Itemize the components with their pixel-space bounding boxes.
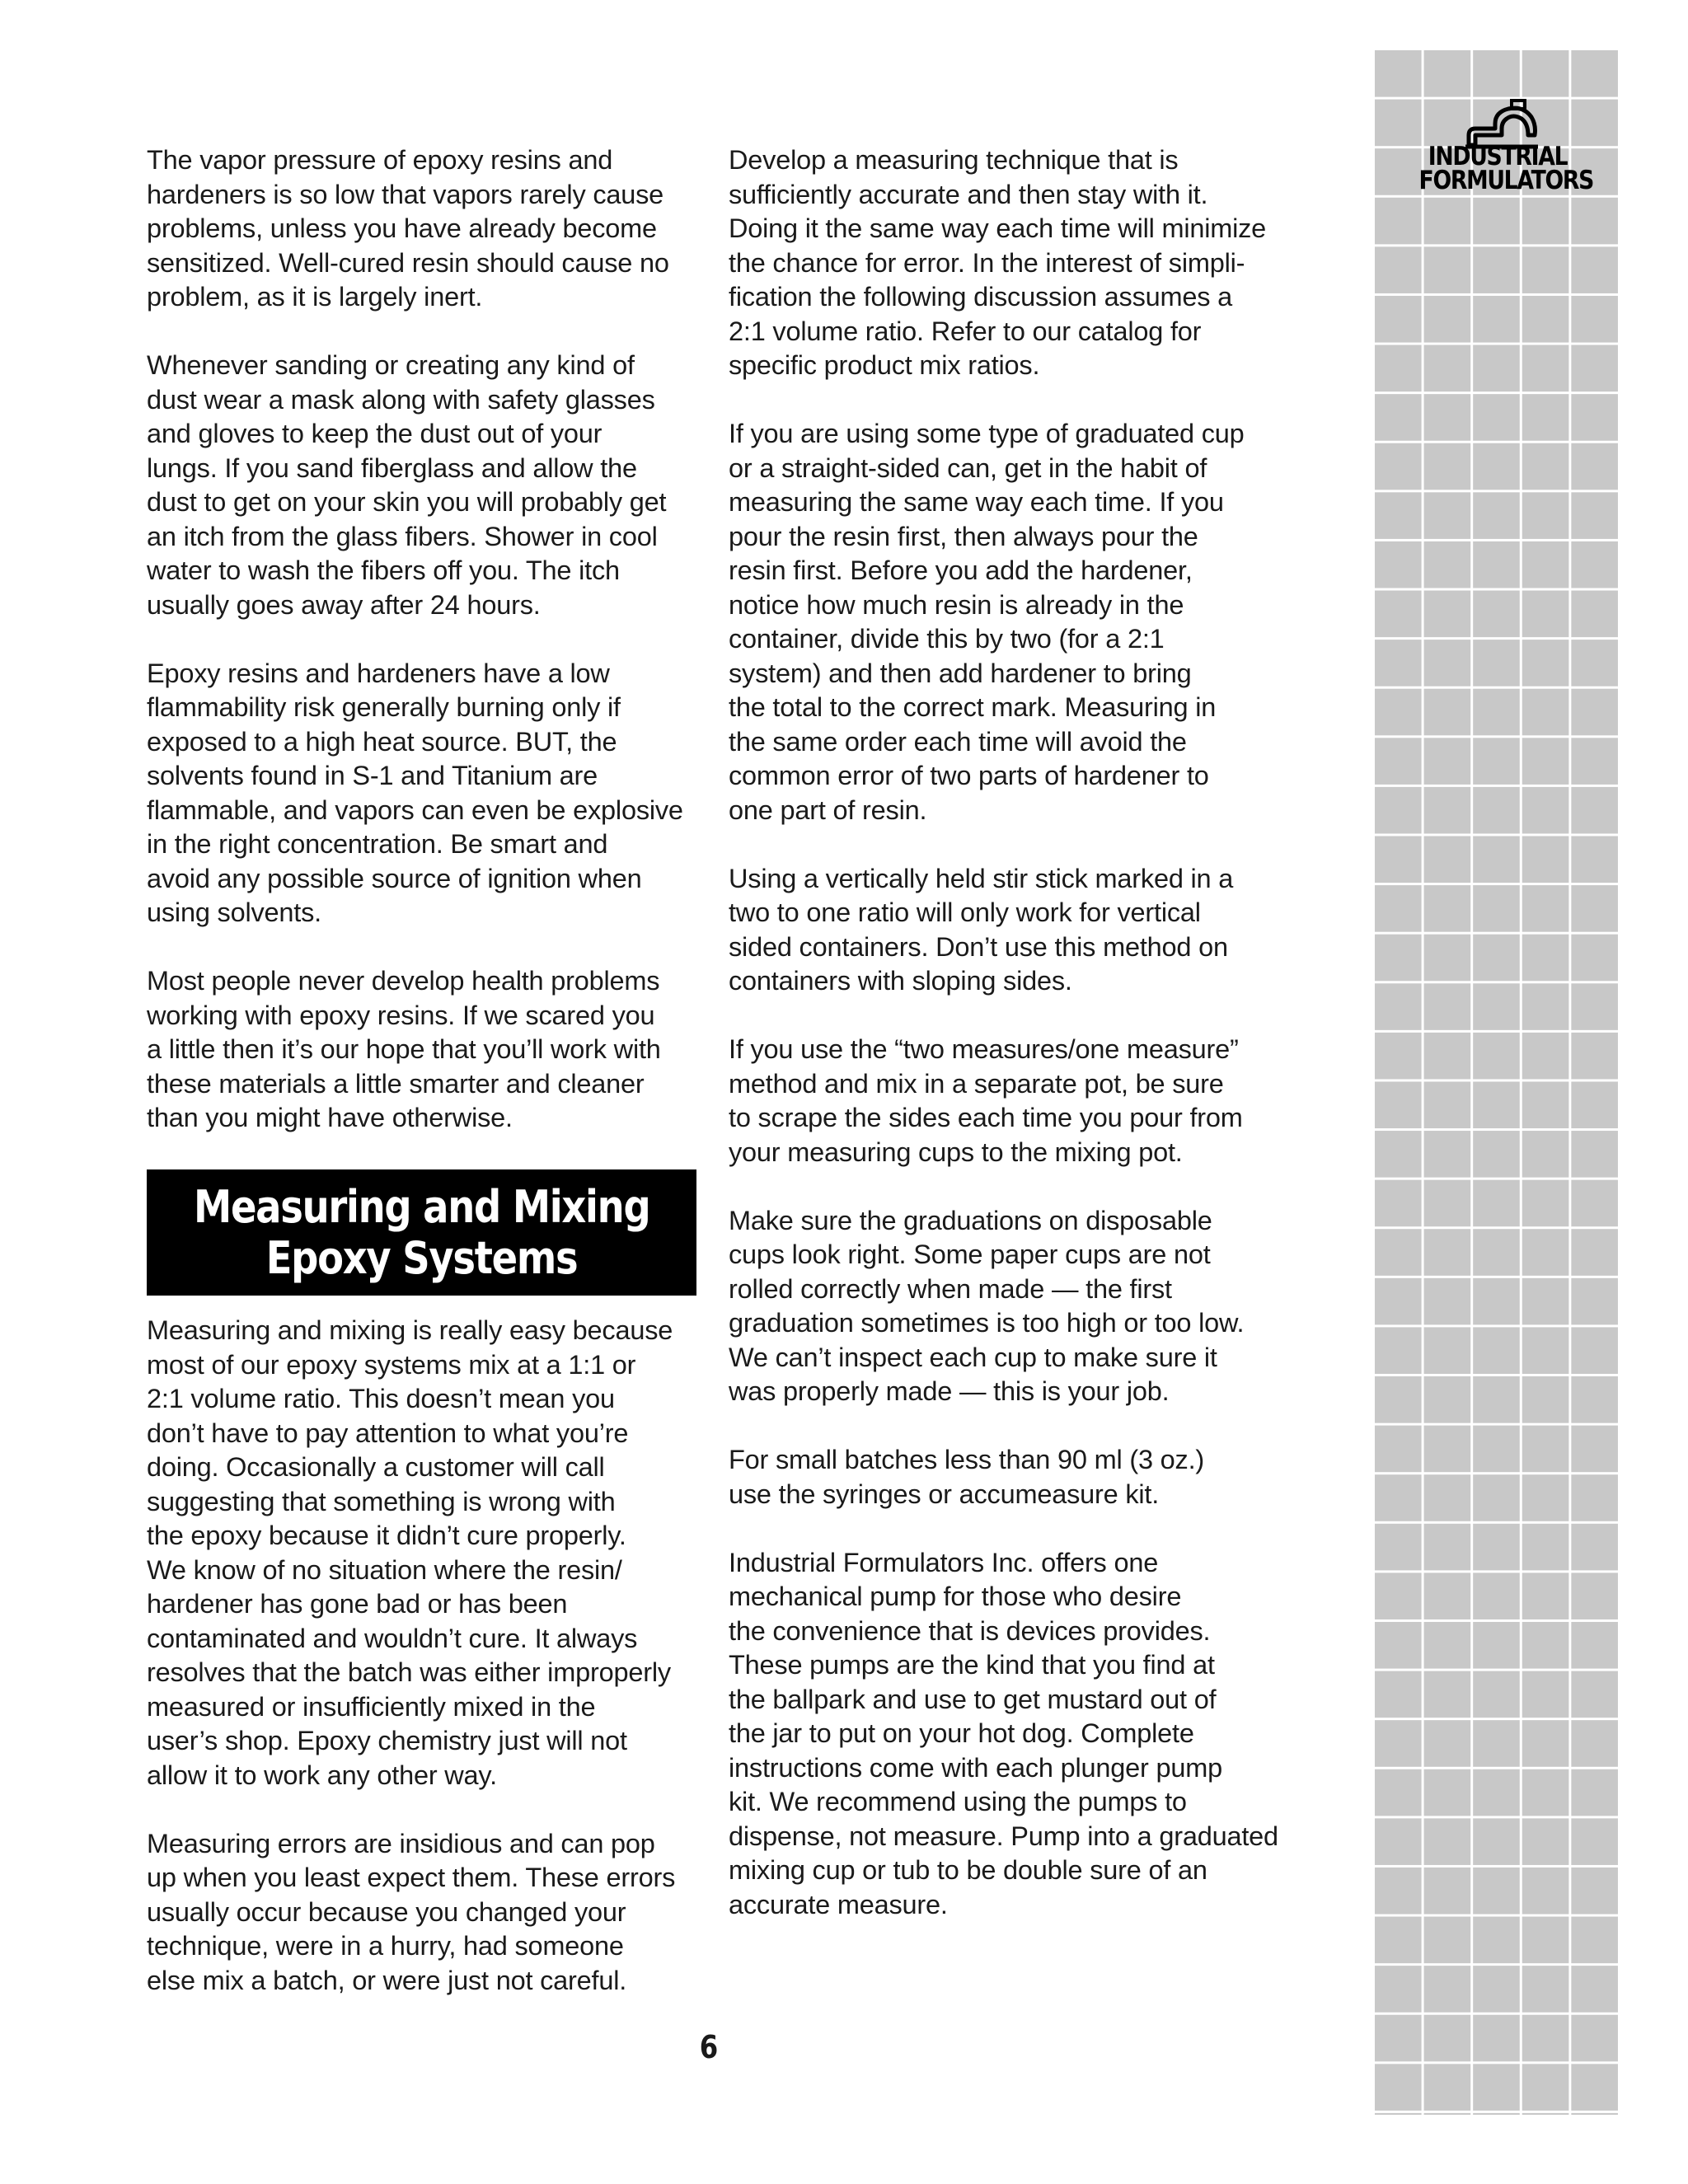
section-heading-line-1: Measuring and Mixing	[193, 1180, 650, 1233]
right-column	[729, 143, 1289, 1957]
text-line: user’s shop. Epoxy chemistry just will not	[147, 1726, 627, 1755]
text-line: fication the following discussion assumes a	[729, 282, 1233, 312]
paragraph	[147, 1314, 703, 1793]
text-line: one part of resin.	[729, 794, 927, 825]
text-line: specific product mix ratios.	[729, 350, 1040, 380]
text-line: flammable, and vapors can even be explosive	[147, 794, 683, 825]
text-line: accurate measure.	[729, 1889, 948, 1919]
text-line: Measuring and mixing is really easy because	[147, 1315, 673, 1345]
text-line: method and mix in a separate pot, be sure	[729, 1068, 1224, 1099]
text-line: else mix a batch, or were just not careful.	[147, 1965, 627, 1995]
text-line: using solvents.	[147, 898, 321, 927]
text-line: sensitized. Well-cured resin should cause no	[147, 247, 669, 278]
text-line: problem, as it is largely inert.	[147, 282, 483, 312]
text-line: instructions come with each plunger pump	[729, 1752, 1222, 1783]
text-line: usually goes away after 24 hours.	[147, 589, 541, 620]
text-line: hardener has gone bad or has been	[147, 1589, 568, 1619]
text-line: sufficiently accurate and then stay with it.	[729, 179, 1208, 209]
text-line: allow it to work any other way.	[147, 1760, 497, 1790]
text-line: don’t have to pay attention to what you’re	[147, 1418, 629, 1448]
text-line: the epoxy because it didn’t cure properly.	[147, 1521, 626, 1550]
text-line: mechanical pump for those who desire	[729, 1582, 1182, 1611]
text-line: in the right concentration. Be smart and	[147, 829, 608, 859]
section-heading	[147, 1169, 696, 1296]
text-line: cups look right. Some paper cups are not	[729, 1240, 1211, 1269]
text-line: The vapor pressure of epoxy resins and	[147, 145, 613, 175]
text-line: up when you least expect them. These errors	[147, 1863, 676, 1892]
paragraph	[729, 143, 1289, 383]
text-line: use the syringes or accumeasure kit.	[729, 1479, 1160, 1509]
text-line: Industrial Formulators Inc. offers one	[729, 1547, 1159, 1577]
text-line: system) and then add hardener to bring	[729, 658, 1192, 688]
paragraph	[729, 862, 1289, 999]
section-heading-line-2: Epoxy Systems	[265, 1231, 578, 1284]
text-line: If you use the “two measures/one measure”	[729, 1034, 1239, 1064]
paragraph	[729, 1546, 1289, 1923]
logo-line-2: FORMULATORS	[1418, 166, 1594, 195]
text-line: For small batches less than 90 ml (3 oz.)	[729, 1445, 1205, 1474]
text-line: an itch from the glass fibers. Shower in cool	[147, 521, 658, 551]
text-line: pour the resin first, then always pour the	[729, 521, 1198, 551]
text-line: Most people never develop health problems	[147, 966, 660, 996]
paragraph	[729, 1204, 1289, 1409]
text-line: working with epoxy resins. If we scared you	[147, 1000, 655, 1030]
paragraph	[147, 143, 703, 315]
text-line: Doing it the same way each time will minimize	[729, 213, 1267, 243]
text-line: the ballpark and use to get mustard out of	[729, 1684, 1217, 1714]
text-line: dust to get on your skin you will probably get	[147, 487, 667, 517]
text-line: was properly made — this is your job.	[729, 1376, 1170, 1406]
text-line: containers with sloping sides.	[729, 966, 1072, 996]
left-column	[147, 143, 703, 2032]
company-logo	[1406, 99, 1594, 206]
text-line: exposed to a high heat source. BUT, the	[147, 726, 617, 757]
text-line: 2:1 volume ratio. Refer to our catalog for	[729, 316, 1202, 346]
text-line: the convenience that is devices provides.	[729, 1615, 1211, 1646]
text-line: to scrape the sides each time you pour from	[729, 1103, 1243, 1132]
paragraph	[147, 657, 703, 930]
text-line: the same order each time will avoid the	[729, 726, 1187, 757]
text-line: the jar to put on your hot dog. Complete	[729, 1718, 1194, 1748]
text-line: solvents found in S-1 and Titanium are	[147, 761, 598, 790]
paragraph	[147, 349, 703, 622]
text-line: hardeners is so low that vapors rarely cause	[147, 179, 664, 209]
text-line: flammability risk generally burning only if	[147, 692, 621, 722]
text-line: notice how much resin is already in the	[729, 589, 1184, 620]
grid-sidebar	[1372, 48, 1618, 2115]
logo-wordmark	[1406, 142, 1594, 195]
text-line: than you might have otherwise.	[147, 1103, 513, 1132]
text-line: dispense, not measure. Pump into a graduated	[729, 1821, 1278, 1851]
text-line: usually occur because you changed your	[147, 1896, 626, 1927]
text-line: resolves that the batch was either improperly	[147, 1657, 671, 1687]
text-line: We can’t inspect each cup to make sure it	[729, 1342, 1217, 1372]
text-line: Epoxy resins and hardeners have a low	[147, 658, 610, 688]
text-line: common error of two parts of hardener to	[729, 761, 1209, 790]
text-line: contaminated and wouldn’t cure. It always	[147, 1623, 638, 1653]
text-line: problems, unless you have already become	[147, 213, 657, 243]
text-line: water to wash the fibers off you. The itch	[147, 555, 620, 585]
text-line: If you are using some type of graduated cup	[729, 419, 1245, 448]
text-line: Whenever sanding or creating any kind of	[147, 350, 635, 380]
text-line: lungs. If you sand fiberglass and allow the	[147, 452, 637, 483]
text-line: rolled correctly when made — the first	[729, 1273, 1172, 1304]
text-line: avoid any possible source of ignition when	[147, 863, 642, 893]
text-line: measured or insufficiently mixed in the	[147, 1691, 596, 1722]
text-line: doing. Occasionally a customer will call	[147, 1452, 605, 1482]
text-line: two to one ratio will only work for vertical	[729, 898, 1201, 927]
text-line: container, divide this by two (for a 2:1	[729, 624, 1165, 654]
text-line: and gloves to keep the dust out of your	[147, 419, 603, 448]
text-line: dust wear a mask along with safety glasses	[147, 384, 655, 415]
paragraph	[729, 417, 1289, 827]
text-line: most of our epoxy systems mix at a 1:1 or	[147, 1349, 636, 1380]
text-line: We know of no situation where the resin/	[147, 1554, 622, 1585]
text-line: a little then it’s our hope that you’ll work with	[147, 1034, 661, 1064]
text-line: Make sure the graduations on disposable	[729, 1205, 1212, 1235]
text-line: graduation sometimes is too high or too low.	[729, 1308, 1245, 1338]
logo-line-1: INDUSTRIAL	[1428, 142, 1568, 171]
text-line: the total to the correct mark. Measuring in	[729, 692, 1217, 722]
paragraph	[729, 1033, 1289, 1169]
text-line: Using a vertically held stir stick marked in a	[729, 863, 1234, 893]
paragraph	[729, 1443, 1289, 1511]
text-line: Develop a measuring technique that is	[729, 145, 1179, 175]
text-line: these materials a little smarter and cleaner	[147, 1068, 645, 1099]
text-line: sided containers. Don’t use this method on	[729, 931, 1228, 962]
text-line: or a straight-sided can, get in the habit of	[729, 452, 1207, 483]
text-line: 2:1 volume ratio. This doesn’t mean you	[147, 1384, 615, 1413]
text-line: technique, were in a hurry, had someone	[147, 1931, 624, 1961]
text-line: measuring the same way each time. If you	[729, 487, 1224, 517]
text-line: resin first. Before you add the hardener,	[729, 555, 1193, 585]
text-line: kit. We recommend using the pumps to	[729, 1787, 1187, 1816]
text-line: the chance for error. In the interest of simpli-	[729, 247, 1245, 278]
text-line: suggesting that something is wrong with	[147, 1486, 616, 1516]
paragraph	[147, 1827, 703, 1999]
text-line: your measuring cups to the mixing pot.	[729, 1137, 1183, 1167]
paragraph	[147, 964, 703, 1136]
text-line: Measuring errors are insidious and can pop	[147, 1828, 655, 1858]
text-line: These pumps are the kind that you find at	[729, 1650, 1215, 1680]
text-line: mixing cup or tub to be double sure of an	[729, 1855, 1207, 1885]
page-number: 6	[699, 2029, 719, 2065]
